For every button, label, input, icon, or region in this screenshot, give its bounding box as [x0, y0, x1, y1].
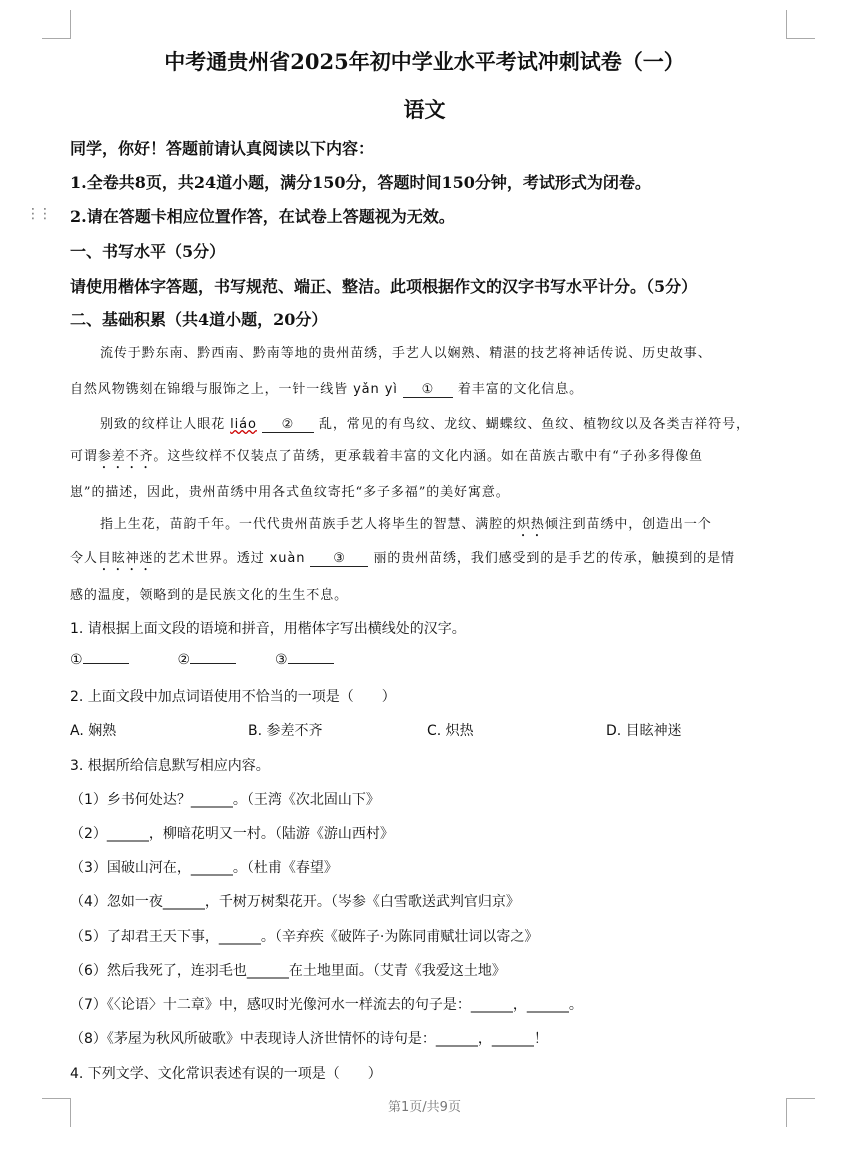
passage-line: 感的温度，领略到的是民族文化的生生不息。	[70, 588, 349, 603]
passage-text: 的艺术世界。透过	[153, 551, 265, 566]
passage-line	[100, 413, 750, 433]
q1-answers	[70, 652, 334, 668]
passage-line	[70, 547, 735, 574]
q2-option-b[interactable]: B. 参差不齐	[248, 723, 323, 739]
passage-text: 指上生花，苗韵千年。一代代贵州苗族手艺人将毕生的智慧、满腔的	[100, 517, 518, 532]
passage-text: 倾注到苗绣中，创造出一个	[544, 517, 712, 532]
q2-option-d[interactable]: D. 目眩神迷	[606, 723, 682, 739]
q3-item-2: （2）______，柳暗花明又一村。（陆游《游山西村》	[70, 826, 394, 842]
passage-text: 。这些纹样不仅装点了苗绣，更承载着丰富的文化内涵。如在苗族古歌中有“子孙多得像鱼	[153, 449, 704, 464]
notice-item-2: 2.请在答题卡相应位置作答，在试卷上答题视为无效。	[70, 207, 455, 226]
section-2-heading: 二、基础积累（共4道小题，20分）	[70, 310, 328, 329]
dotted-term: 参差不齐	[97, 449, 154, 464]
passage-text: 令人	[70, 551, 98, 566]
fill-blank-3: ③	[310, 551, 368, 567]
passage-text: 乱，常见的有鸟纹、龙纹、蝴蝶纹、鱼纹、植物纹以及各类吉祥符号，	[319, 417, 750, 432]
passage-line: 崽”的描述，因此，贵州苗绣中用各式鱼纹寄托“多子多福”的美好寓意。	[70, 485, 510, 500]
q3-item-6: （6）然后我死了，连羽毛也______在土地里面。（艾青《我爱这土地》	[70, 963, 506, 979]
section-1-desc: 请使用楷体字答题，书写规范、端正、整洁。此项根据作文的汉字书写水平计分。（5分）	[70, 277, 698, 296]
page-number: 第1页/共9页	[388, 1100, 461, 1115]
q2-option-c[interactable]: C. 炽热	[427, 723, 474, 739]
question-4: 4. 下列文学、文化常识表述有误的一项是（ ）	[70, 1066, 382, 1082]
q1-label-1: ①	[70, 652, 83, 668]
q3-item-7: （7）《〈论语〉十二章》中，感叹时光像河水一样流去的句子是：______，______。	[70, 997, 583, 1013]
passage-line	[100, 513, 712, 540]
q1-blank-2[interactable]	[190, 663, 236, 664]
fill-blank-1: ①	[403, 382, 453, 398]
drag-handle-icon[interactable]: ⋮⋮	[26, 206, 50, 222]
section-1-heading: 一、书写水平（5分）	[70, 242, 226, 261]
q1-label-2: ②	[177, 652, 191, 668]
q2-option-a[interactable]: A. 娴熟	[70, 723, 117, 739]
q3-item-3: （3）国破山河在，______。（杜甫《春望》	[70, 860, 338, 876]
passage-text: 自然风物镌刻在锦缎与服饰之上，一针一线皆	[70, 382, 349, 397]
exam-title: 中考通贵州省2025年初中学业水平考试冲刺试卷（一）	[164, 49, 685, 74]
fill-blank-2: ②	[262, 417, 314, 433]
notice-item-1: 1.全卷共8页，共24道小题，满分150分，答题时间150分钟，考试形式为闭卷。	[70, 173, 651, 192]
subject-title: 语文	[403, 97, 446, 122]
dotted-term: 目眩神迷	[97, 551, 154, 566]
q3-item-1: （1）乡书何处达？______。（王湾《次北固山下》	[70, 792, 380, 808]
pinyin: yǎn yì	[353, 382, 398, 397]
q1-blank-3[interactable]	[288, 663, 334, 664]
passage-text: 可谓	[70, 449, 98, 464]
q1-blank-1[interactable]	[83, 663, 129, 664]
passage-text: 丽的贵州苗绣，我们感受到的是手艺的传承，触摸到的是情	[373, 551, 735, 566]
passage-text: 着丰富的文化信息。	[457, 382, 584, 397]
question-2: 2. 上面文段中加点词语使用不恰当的一项是（ ）	[70, 689, 396, 705]
question-3: 3. 根据所给信息默写相应内容。	[70, 758, 270, 774]
q3-item-5: （5）了却君王天下事，______。（辛弃疾《破阵子·为陈同甫赋壮词以寄之》	[70, 929, 539, 945]
crop-mark-top-right	[786, 10, 815, 39]
q1-label-3: ③	[274, 652, 288, 668]
q3-item-8: （8）《茅屋为秋风所破歌》中表现诗人济世情怀的诗句是：______，______！	[70, 1031, 548, 1047]
crop-mark-top-left	[42, 10, 71, 39]
passage-line	[70, 378, 583, 398]
passage-line: 流传于黔东南、黔西南、黔南等地的贵州苗绣，手艺人以娴熟、精湛的技艺将神话传说、历史故事、	[100, 346, 712, 361]
passage-text: 别致的纹样让人眼花	[100, 417, 226, 432]
question-1: 1. 请根据上面文段的语境和拼音，用楷体字写出横线处的汉字。	[70, 621, 466, 637]
notice-greeting: 同学，你好！答题前请认真阅读以下内容：	[70, 139, 375, 158]
dotted-term: 炽热	[517, 517, 545, 532]
passage-line	[70, 445, 703, 472]
q3-item-4: （4）忽如一夜______，千树万树梨花开。（岑参《白雪歌送武判官归京》	[70, 894, 520, 910]
pinyin: liáo	[230, 417, 257, 432]
pinyin: xuàn	[269, 551, 306, 566]
